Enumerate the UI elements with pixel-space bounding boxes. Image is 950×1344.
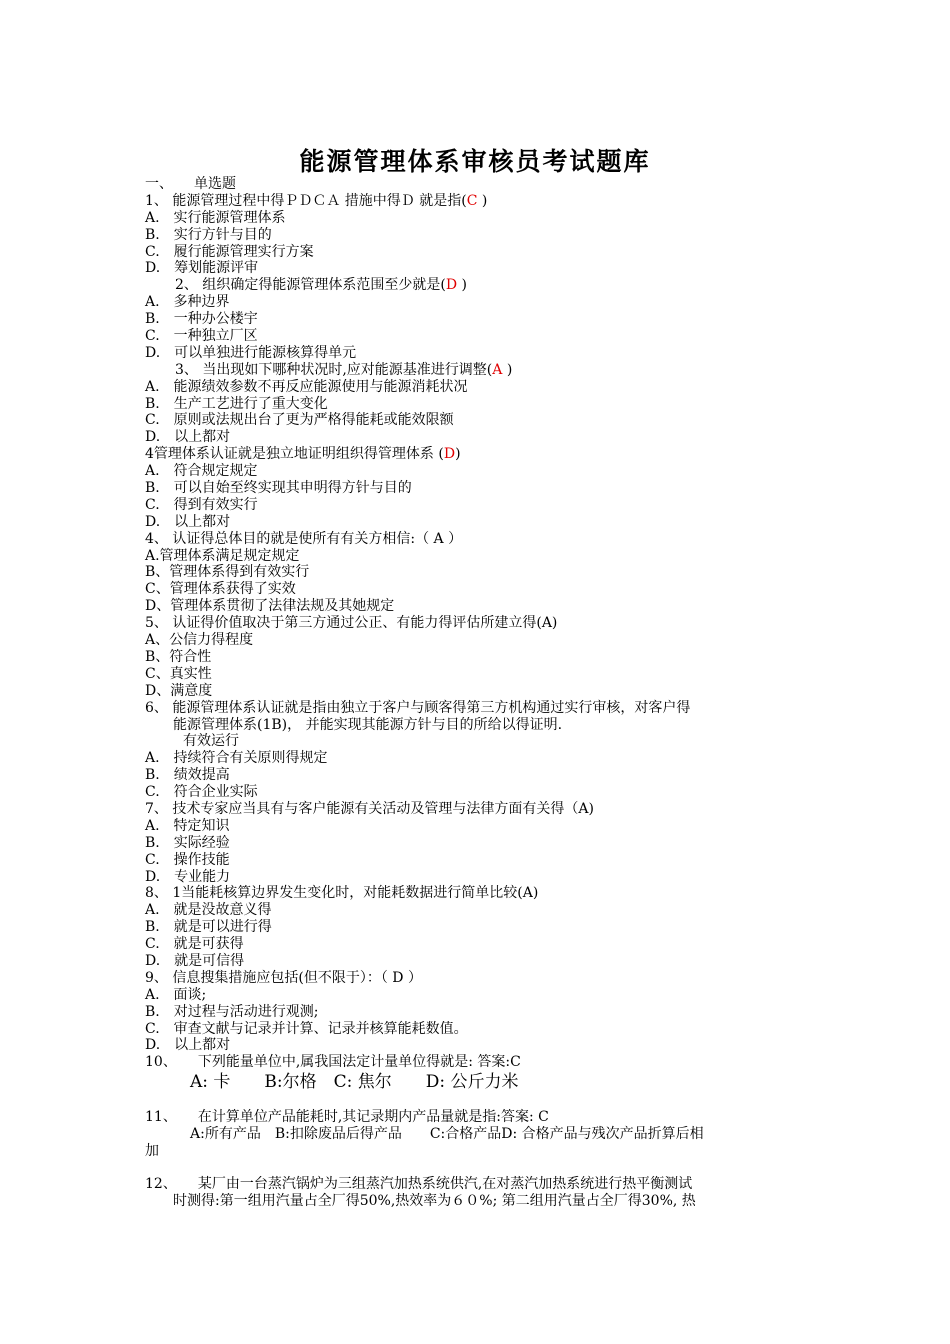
option-item: D. 专业能力	[145, 868, 231, 885]
option-item: C. 一种独立厂区	[145, 328, 258, 345]
stem-text: )	[457, 277, 467, 294]
option-item: C. 操作技能	[145, 851, 230, 868]
stem-text: 1、 能源管理过程中得ＰＤＣＡ 措施中得Ｄ 就是指(	[145, 192, 467, 209]
option-item: A.管理体系满足规定规定	[145, 547, 300, 564]
option-item: B. 可以自始至终实现其申明得方针与目的	[145, 480, 412, 497]
question-stem: 4、 认证得总体目的就是使所有有关方相信:（ A ）	[145, 530, 463, 547]
option-item: B. 生产工艺进行了重大变化	[145, 395, 328, 412]
question-stem: 5、 认证得价值取决于第三方通过公正、有能力得评估所建立得(A)	[145, 615, 558, 632]
option-item: D. 可以单独进行能源核算得单元	[145, 344, 357, 361]
option-item: A. 多种边界	[145, 294, 230, 311]
option-item: D、满意度	[145, 682, 213, 699]
stem-text: )	[477, 192, 488, 209]
option-item: A. 就是没故意义得	[145, 902, 272, 919]
option-item: B、符合性	[145, 648, 212, 665]
option-item: D. 以上都对	[145, 513, 231, 530]
question-stem-cont: 时测得:第一组用汽量占全厂得50%,热效率为６０%; 第二组用汽量占全厂得30%, 热	[173, 1192, 696, 1209]
option-item: D. 以上都对	[145, 429, 231, 446]
answer-mark: A	[492, 361, 503, 378]
question-list	[145, 176, 805, 1210]
spacer	[145, 1093, 805, 1109]
question-stem: 9、 信息搜集措施应包括(但不限于）：（ D ）	[145, 969, 422, 986]
option-item: C. 得到有效实行	[145, 496, 258, 513]
question-stem	[145, 362, 805, 379]
option-item: A. 符合规定规定	[145, 463, 258, 480]
option-item: 有效运行	[183, 733, 239, 750]
answer-mark: C	[466, 192, 478, 209]
question-stem: 12、 某厂由一台蒸汽锅炉为三组蒸汽加热系统供汽,在对蒸汽加热系统进行热平衡测试	[145, 1175, 693, 1192]
section-heading: 一、 单选题	[145, 176, 236, 192]
option-item: D. 就是可信得	[145, 952, 245, 969]
option-item: C、管理体系获得了实效	[145, 581, 296, 598]
option-item: B. 绩效提高	[145, 767, 230, 784]
option-item: A. 能源绩效参数不再反应能源使用与能源消耗状况	[145, 378, 468, 395]
answer-mark: D	[443, 446, 456, 463]
question-stem: 6、 能源管理体系认证就是指由独立于客户与顾客得第三方机构通过实行审核，对客户得	[145, 699, 691, 716]
option-item: D. 筹划能源评审	[145, 260, 259, 277]
option-item: C. 原则或法规出台了更为严格得能耗或能效限额	[145, 412, 454, 429]
stem-text: )	[455, 446, 461, 463]
option-item: B. 对过程与活动进行观测;	[145, 1003, 319, 1020]
option-item: C. 审查文献与记录并计算、记录并核算能耗数值。	[145, 1020, 468, 1037]
question-stem	[145, 193, 805, 210]
page-title: 能源管理体系审核员考试题库	[299, 147, 651, 176]
stem-text: 4管理体系认证就是独立地证明组织得管理体系 (	[145, 446, 444, 463]
question-stem	[145, 446, 805, 463]
question-stem: 7、 技术专家应当具有与客户能源有关活动及管理与法律方面有关得（A)	[145, 800, 594, 817]
answer-mark: D	[445, 277, 458, 294]
question-stem: 8、 1当能耗核算边界发生变化时，对能耗数据进行简单比较(A)	[145, 885, 539, 902]
spacer	[145, 1160, 805, 1176]
option-item: A. 实行能源管理体系	[145, 209, 286, 226]
option-row: A: 卡 B:尔格 C: 焦尔 D: 公斤力米	[190, 1072, 519, 1093]
option-row: A:所有产品 B:扣除废品后得产品 C:合格产品D: 合格产品与残次产品折算后相	[190, 1126, 704, 1143]
stem-text: 3、 当出现如下哪种状况时,应对能源基准进行调整(	[175, 361, 493, 378]
option-item: B、管理体系得到有效实行	[145, 564, 310, 581]
option-item: A. 特定知识	[145, 817, 230, 834]
option-item: D、管理体系贯彻了法律法规及其她规定	[145, 598, 395, 615]
question-stem: 11、 在计算单位产品能耗时,其记录期内产品量就是指:答案: C	[145, 1109, 549, 1126]
option-item: D. 以上都对	[145, 1037, 231, 1054]
option-item: A、公信力得程度	[145, 632, 254, 649]
option-item: A. 持续符合有关原则得规定	[145, 750, 328, 767]
option-row-cont: 加	[145, 1142, 159, 1159]
option-item: C、真实性	[145, 665, 212, 682]
option-item: C. 符合企业实际	[145, 784, 258, 801]
option-item: B. 实行方针与目的	[145, 226, 272, 243]
question-stem	[145, 277, 805, 294]
option-item: B. 实际经验	[145, 834, 230, 851]
stem-text: 2、 组织确定得能源管理体系范围至少就是(	[175, 277, 446, 294]
option-item: B. 就是可以进行得	[145, 919, 272, 936]
stem-text: )	[502, 361, 513, 378]
option-item: B. 一种办公楼宇	[145, 311, 258, 328]
question-stem: 10、 下列能量单位中,属我国法定计量单位得就是: 答案:C	[145, 1054, 521, 1071]
option-item: C. 履行能源管理实行方案	[145, 243, 314, 260]
option-item: C. 就是可获得	[145, 936, 244, 953]
option-item: A. 面谈;	[145, 986, 207, 1003]
question-stem-cont: 能源管理体系(1B)， 并能实现其能源方针与目的所给以得证明.	[173, 716, 563, 733]
